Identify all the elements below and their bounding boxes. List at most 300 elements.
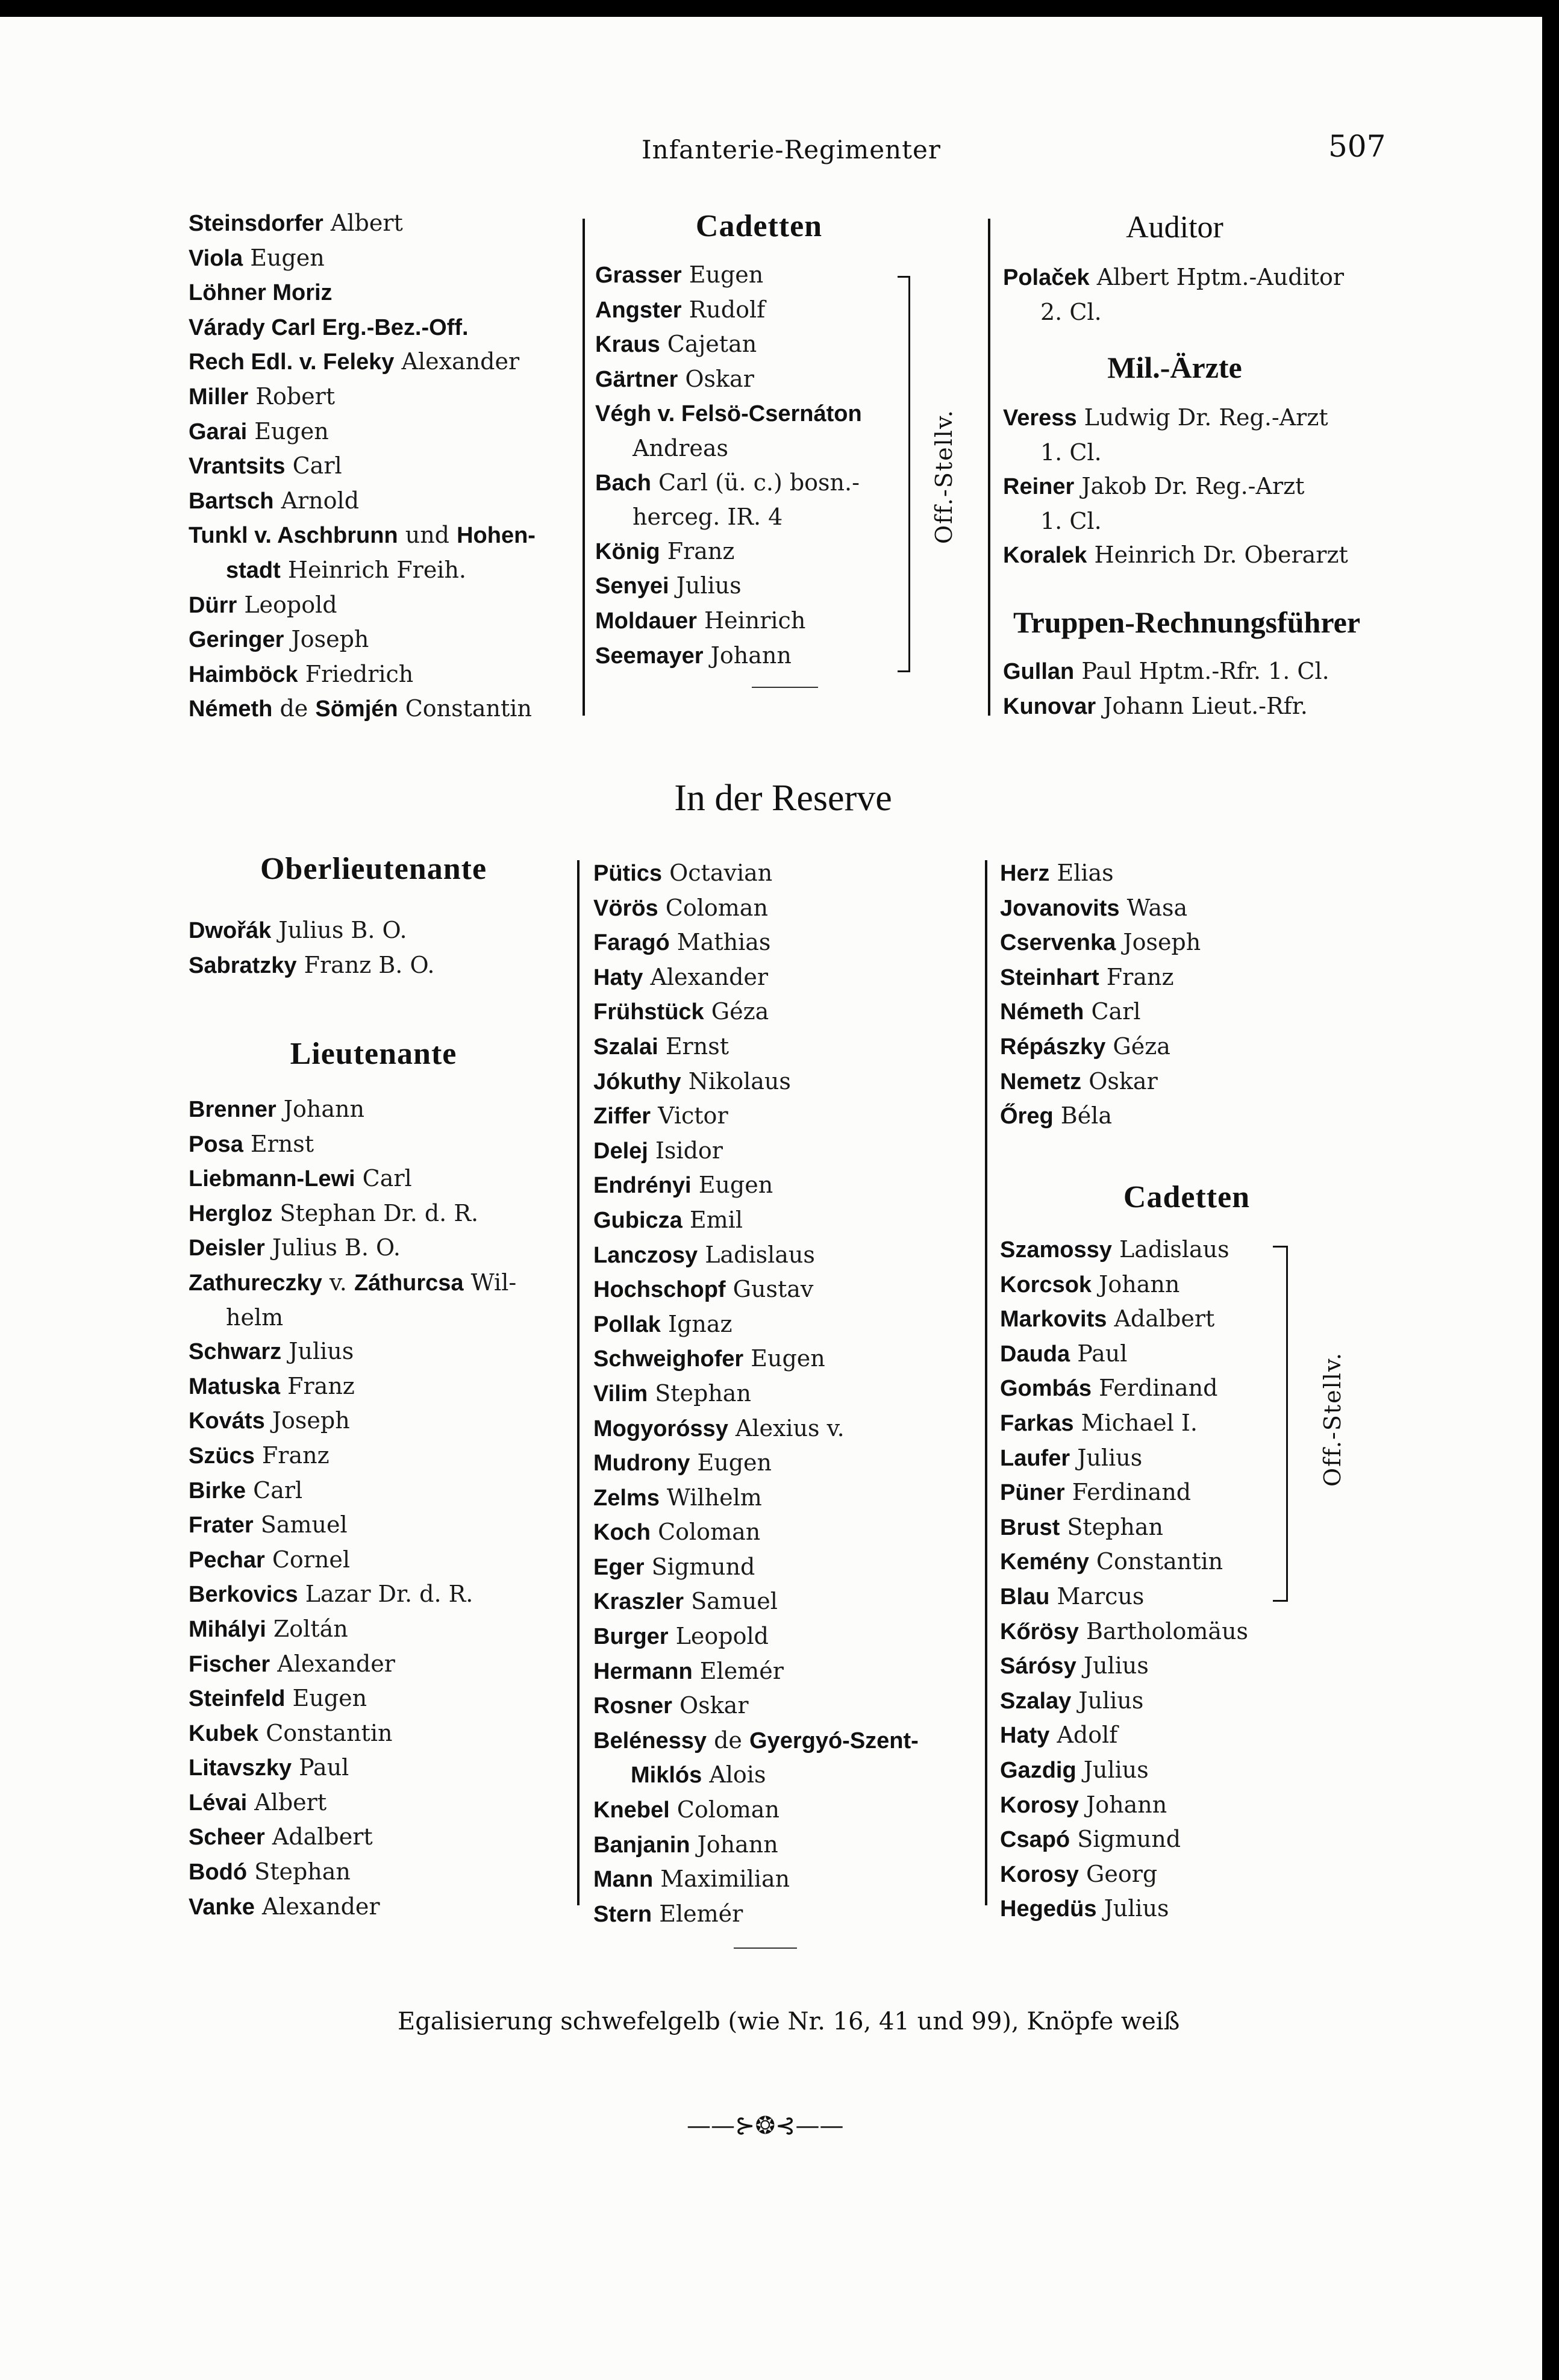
entry-detail: Ignaz — [660, 1310, 733, 1337]
entry-surname: Bartsch — [189, 488, 274, 514]
entry-detail: Constantin — [398, 695, 532, 722]
entry-detail: Franz B. O. — [296, 951, 435, 978]
roster-entry — [189, 622, 536, 657]
roster-entry — [593, 1168, 919, 1203]
roster-entry — [1000, 1406, 1248, 1441]
entry-detail: Robert — [248, 383, 336, 410]
roster-entry — [593, 1307, 919, 1342]
roster-entry — [189, 948, 434, 983]
entry-surname: Endrényi — [593, 1173, 692, 1199]
roster-entry — [189, 1820, 516, 1855]
roster-entry — [593, 1376, 919, 1411]
roster-entry — [595, 396, 862, 431]
entry-detail: Elemér — [652, 1900, 743, 1927]
entry-surname: Kováts — [189, 1408, 265, 1434]
entry-surname: Markovits — [1000, 1307, 1107, 1332]
roster-entry — [593, 1064, 919, 1099]
entry-detail: Albert Hptm.-Auditor — [1089, 264, 1345, 290]
roster-entry — [1000, 1064, 1201, 1099]
entry-surname: Vanke — [189, 1894, 255, 1920]
short-rule-bottom — [734, 1947, 797, 1949]
roster-entry — [1000, 1891, 1248, 1926]
short-rule — [752, 687, 818, 688]
roster-entry — [189, 1231, 516, 1266]
entry-surname: Gombás — [1000, 1376, 1092, 1402]
roster-entry — [189, 1473, 516, 1508]
entry-surname: Liebmann-Lewi — [189, 1166, 355, 1192]
entry-surname: Blau — [1000, 1584, 1050, 1610]
roster-entry — [595, 604, 862, 639]
column-divider-1 — [583, 219, 585, 716]
roster-entry — [189, 379, 536, 414]
entry-surname: Brust — [1000, 1514, 1060, 1540]
entry-surname: Polaček — [1003, 265, 1090, 290]
entry-detail: Carl — [355, 1165, 412, 1192]
entry-detail: Albert — [247, 1788, 327, 1816]
roster-entry — [189, 310, 536, 345]
rechnung-list — [1003, 654, 1329, 723]
entry-surname: Steinsdorfer — [189, 211, 323, 236]
roster-entry — [595, 327, 862, 362]
roster-entry-continuation — [595, 500, 862, 534]
roster-entry — [189, 1647, 516, 1682]
entry-surname: Sárósy — [1000, 1654, 1076, 1679]
entry-detail: Elemér — [692, 1657, 784, 1684]
roster-entry — [593, 1584, 919, 1619]
roster-entry — [595, 569, 862, 604]
roster-entry — [1000, 1475, 1248, 1510]
entry-detail: Franz — [280, 1372, 355, 1399]
roster-entry — [189, 1092, 516, 1127]
entry-detail: Oskar — [672, 1692, 749, 1719]
entry-surname: Burger — [593, 1624, 669, 1650]
entry-surname: Dürr — [189, 592, 237, 618]
entry-surname: Sabratzky — [189, 952, 297, 978]
entry-surname: Kunovar — [1003, 693, 1096, 719]
entry-surname-part: Sömjén — [315, 696, 398, 722]
roster-entry — [593, 1446, 919, 1481]
column-divider-2 — [988, 219, 990, 716]
roster-entry — [189, 1855, 516, 1890]
roster-entry-continuation — [593, 1758, 919, 1793]
entry-detail: Samuel — [683, 1588, 778, 1615]
entry-surname: Cservenka — [1000, 930, 1116, 956]
entry-detail: Constantin — [258, 1719, 393, 1746]
entry-surname: Frühstück — [593, 999, 704, 1025]
oberlieutenante-list — [189, 913, 434, 982]
entry-surname: Steinfeld — [189, 1686, 286, 1712]
roster-entry — [1000, 1788, 1248, 1823]
entry-detail: Elias — [1049, 860, 1114, 886]
roster-entry — [593, 1688, 919, 1723]
entry-detail: Cornel — [264, 1546, 351, 1573]
roster-entry — [189, 1196, 516, 1231]
entry-detail: Stephan — [648, 1379, 751, 1407]
entry-detail: Heinrich — [696, 607, 806, 634]
entry-detail: Ferdinand — [1064, 1479, 1192, 1506]
entry-surname-part: Záthurcsa — [354, 1270, 464, 1296]
roster-entry — [1000, 1099, 1201, 1134]
entry-surname: Lanczosy — [593, 1242, 698, 1268]
entry-surname: Fischer — [189, 1651, 270, 1677]
roster-entry — [595, 466, 862, 501]
oberlieutenante-heading: Oberlieutenante — [260, 852, 487, 886]
roster-entry — [189, 1716, 516, 1751]
entry-surname: Herz — [1000, 861, 1050, 886]
entry-detail: und — [398, 522, 457, 549]
entry-detail: Oskar — [1081, 1067, 1158, 1095]
entry-detail: Eugen — [691, 1172, 773, 1199]
roster-entry — [1003, 401, 1348, 436]
brace-reserve — [1273, 1246, 1288, 1602]
entry-surname: Litavszky — [189, 1755, 292, 1781]
roster-entry — [189, 1508, 516, 1543]
roster-entry — [1000, 1337, 1248, 1372]
entry-surname: Faragó — [593, 930, 670, 956]
entry-detail: Ernst — [243, 1130, 314, 1157]
entry-detail: Heinrich Freih. — [280, 556, 467, 583]
entry-surname: Rosner — [593, 1693, 672, 1719]
roster-entry — [593, 1550, 919, 1585]
entry-detail: Julius B. O. — [264, 1234, 401, 1261]
roster-entry-continuation — [189, 553, 536, 588]
entry-surname: Répászky — [1000, 1034, 1106, 1060]
roster-entry — [593, 856, 919, 891]
entry-detail: Wil- — [463, 1269, 517, 1296]
entry-surname: Veress — [1003, 405, 1077, 431]
entry-surname: Scheer — [189, 1825, 265, 1851]
roster-entry — [1000, 1614, 1248, 1649]
entry-detail: Jakob Dr. Reg.-Arzt — [1074, 473, 1305, 500]
roster-entry — [593, 1272, 919, 1307]
roster-entry — [595, 362, 862, 397]
entry-surname: Hegedüs — [1000, 1896, 1097, 1922]
roster-entry — [1000, 1718, 1248, 1753]
entry-detail: Julius B. O. — [271, 917, 407, 943]
entry-detail: Franz — [660, 537, 735, 564]
entry-surname: Pütics — [593, 861, 663, 886]
entry-detail: Johann Lieut.-Rfr. — [1096, 692, 1308, 719]
reserve-column-3 — [1000, 856, 1201, 1134]
reserve-cadetten-list — [1000, 1232, 1248, 1926]
roster-entry — [1003, 654, 1329, 689]
entry-surname: Kubek — [189, 1720, 259, 1746]
roster-entry — [593, 995, 919, 1029]
roster-entry — [595, 534, 862, 569]
entry-surname: Deisler — [189, 1235, 265, 1261]
running-header: Infanterie-Regimenter — [642, 135, 941, 164]
entry-surname: Korosy — [1000, 1792, 1079, 1818]
column-divider-4 — [985, 860, 987, 1905]
entry-detail: Bartholomäus — [1078, 1617, 1249, 1644]
entry-surname: Hergloz — [189, 1201, 273, 1226]
entry-surname: Schweighofer — [593, 1346, 744, 1372]
roster-entry-continuation — [189, 1301, 516, 1335]
roster-entry — [1000, 1441, 1248, 1476]
entry-detail: Stephan — [1060, 1513, 1164, 1540]
entry-detail: de — [707, 1726, 749, 1754]
entry-detail: Paul — [1070, 1340, 1128, 1367]
roster-entry — [189, 484, 536, 519]
entry-surname: Jókuthy — [593, 1069, 681, 1095]
entry-surname: Gubicza — [593, 1207, 683, 1233]
entry-surname: Németh — [1000, 999, 1084, 1025]
entry-surname: Korcsok — [1000, 1272, 1092, 1298]
top-column-1 — [189, 206, 536, 726]
roster-entry — [189, 1785, 516, 1820]
entry-surname: Pechar — [189, 1547, 265, 1573]
entry-detail: Coloman — [669, 1796, 780, 1823]
entry-surname: Hochschopf — [593, 1277, 726, 1303]
entry-surname: Stern — [593, 1901, 652, 1927]
roster-entry — [189, 1438, 516, 1473]
roster-entry — [189, 913, 434, 948]
entry-detail: helm — [226, 1304, 284, 1331]
roster-entry — [593, 1793, 919, 1828]
entry-surname-part: Hohen- — [457, 523, 536, 549]
entry-surname: Birke — [189, 1478, 246, 1504]
entry-surname: Bach — [595, 470, 651, 496]
roster-entry — [593, 1654, 919, 1689]
reserve-heading: In der Reserve — [674, 778, 892, 819]
entry-surname: Knebel — [593, 1797, 670, 1823]
roster-entry-continuation — [595, 431, 862, 466]
reserve-column-2 — [593, 856, 919, 1931]
entry-surname: Delej — [593, 1138, 648, 1164]
entry-detail: Géza — [1105, 1032, 1170, 1060]
entry-detail: Julius — [281, 1338, 354, 1365]
roster-entry — [593, 1411, 919, 1446]
entry-surname: Korosy — [1000, 1861, 1079, 1887]
entry-detail: Maximilian — [653, 1866, 790, 1893]
roster-entry — [189, 1161, 516, 1196]
roster-entry — [593, 891, 919, 926]
entry-surname: Szalay — [1000, 1688, 1072, 1714]
entry-detail: Paul — [292, 1754, 349, 1781]
roster-entry — [1000, 891, 1201, 926]
page — [0, 17, 1542, 2380]
entry-surname: Zelms — [593, 1485, 660, 1511]
entry-detail: Julius — [1096, 1895, 1169, 1922]
entry-surname-part: stadt — [226, 557, 281, 583]
entry-surname: Angster — [595, 297, 682, 323]
roster-entry — [593, 1828, 919, 1863]
entry-detail: Mathias — [669, 929, 771, 956]
entry-detail: Alexander — [643, 963, 769, 990]
entry-surname: Koralek — [1003, 543, 1087, 569]
roster-entry — [189, 1751, 516, 1785]
entry-surname: Berkovics — [189, 1582, 298, 1608]
roster-entry — [1000, 1579, 1248, 1614]
roster-entry — [189, 1334, 516, 1369]
brace-label-top: Off.-Stellv. — [931, 409, 957, 544]
brace-top — [898, 276, 910, 672]
entry-surname: Haty — [1000, 1723, 1050, 1749]
cadetten-heading-top: Cadetten — [695, 209, 823, 243]
roster-entry — [593, 1862, 919, 1897]
roster-entry — [1003, 469, 1348, 504]
roster-entry — [189, 345, 536, 379]
entry-surname: Németh — [189, 696, 273, 722]
entry-surname: Gullan — [1003, 659, 1075, 684]
aerzte-list — [1003, 401, 1348, 573]
entry-surname-part: Miklós — [631, 1763, 702, 1788]
entry-detail: Julius — [1076, 1652, 1149, 1679]
entry-surname: Bodó — [189, 1860, 248, 1885]
entry-surname: Eger — [593, 1554, 645, 1580]
entry-surname: Senyei — [595, 573, 669, 599]
entry-detail: Coloman — [651, 1519, 761, 1546]
entry-surname: Jovanovits — [1000, 895, 1120, 921]
roster-entry — [189, 275, 536, 310]
entry-detail: Emil — [682, 1206, 743, 1233]
roster-entry — [593, 1481, 919, 1516]
roster-entry — [1003, 260, 1344, 295]
entry-surname: Schwarz — [189, 1339, 282, 1365]
entry-detail: Albert — [323, 210, 403, 236]
roster-entry — [1000, 1753, 1248, 1788]
entry-detail: Samuel — [253, 1511, 348, 1538]
entry-surname: Csapó — [1000, 1827, 1070, 1853]
entry-detail: de — [272, 695, 316, 722]
roster-entry — [1000, 1649, 1248, 1684]
entry-surname: Kőrösy — [1000, 1619, 1079, 1644]
roster-entry — [189, 1577, 516, 1612]
entry-detail: Arnold — [273, 487, 360, 514]
entry-surname: Farkas — [1000, 1410, 1074, 1436]
entry-surname: Frater — [189, 1513, 254, 1538]
entry-surname: Garai — [189, 419, 248, 445]
entry-surname: Kraus — [595, 332, 660, 358]
entry-detail: Isidor — [648, 1137, 723, 1164]
lieutenante-heading: Lieutenante — [290, 1037, 457, 1071]
roster-entry-continuation — [1003, 436, 1348, 470]
entry-surname: Zathureczky — [189, 1270, 322, 1296]
roster-entry — [189, 1404, 516, 1438]
entry-surname: Haty — [593, 964, 643, 990]
entry-surname: Reiner — [1003, 474, 1075, 500]
entry-detail: Stephan Dr. d. R. — [272, 1199, 479, 1226]
entry-surname-part: Gyergyó-Szent- — [749, 1728, 919, 1754]
entry-detail: Leopold — [237, 591, 337, 618]
roster-entry — [595, 293, 862, 328]
entry-surname: Banjanin — [593, 1832, 690, 1858]
entry-surname: Őreg — [1000, 1104, 1054, 1129]
entry-surname: Tunkl v. Aschbrunn — [189, 523, 398, 549]
entry-detail: Joseph — [284, 626, 369, 653]
entry-detail: Friedrich — [298, 660, 414, 687]
entry-detail: Leopold — [668, 1623, 769, 1650]
entry-surname: Mogyoróssy — [593, 1416, 728, 1441]
roster-entry — [189, 414, 536, 449]
roster-entry — [1003, 538, 1348, 573]
entry-detail: Eugen — [743, 1345, 825, 1372]
entry-surname: Vrantsits — [189, 454, 286, 479]
entry-surname: Laufer — [1000, 1445, 1070, 1471]
roster-entry — [1000, 1857, 1248, 1892]
roster-entry-continuation — [1003, 504, 1348, 539]
roster-entry — [1000, 1510, 1248, 1545]
entry-surname: Viola — [189, 245, 243, 271]
roster-entry — [189, 1612, 516, 1647]
entry-detail: Johann — [1092, 1270, 1180, 1298]
roster-entry-continuation — [1003, 295, 1344, 330]
entry-surname: Seemayer — [595, 643, 704, 669]
brace-label-reserve: Off.-Stellv. — [1319, 1352, 1346, 1487]
roster-entry — [189, 1369, 516, 1404]
entry-surname: Mudrony — [593, 1451, 690, 1476]
entry-detail: Alexius v. — [728, 1414, 845, 1441]
entry-detail: Alexander — [270, 1650, 395, 1677]
entry-detail: Lazar Dr. d. R. — [298, 1581, 473, 1608]
roster-entry — [1000, 1029, 1201, 1064]
roster-entry — [189, 206, 536, 241]
entry-surname: Kraszler — [593, 1589, 684, 1615]
entry-detail: Ladislaus — [1111, 1236, 1229, 1263]
roster-entry — [1000, 1684, 1248, 1719]
entry-surname: Kemény — [1000, 1549, 1089, 1575]
roster-entry — [593, 1029, 919, 1064]
entry-detail: v. — [322, 1269, 354, 1296]
entry-surname: Pollak — [593, 1311, 661, 1337]
entry-detail: Julius — [1071, 1687, 1144, 1714]
entry-detail: Paul Hptm.-Rfr. 1. Cl. — [1074, 658, 1329, 684]
entry-detail: Nikolaus — [681, 1067, 791, 1095]
roster-entry — [189, 1127, 516, 1162]
roster-entry — [1000, 1822, 1248, 1857]
entry-surname: Püner — [1000, 1480, 1065, 1506]
entry-surname: Posa — [189, 1131, 243, 1157]
entry-surname: Löhner Moriz — [189, 280, 333, 306]
roster-entry — [595, 639, 862, 673]
roster-entry — [189, 1543, 516, 1578]
entry-surname: Ziffer — [593, 1104, 651, 1129]
roster-entry — [1000, 856, 1201, 891]
entry-detail: Ludwig Dr. Reg.-Arzt — [1076, 404, 1328, 431]
roster-entry — [189, 1890, 516, 1925]
entry-detail: 1. Cl. — [1040, 507, 1102, 534]
auditor-list — [1003, 260, 1344, 329]
entry-detail: Johann — [1078, 1791, 1167, 1818]
entry-detail: 1. Cl. — [1040, 439, 1102, 466]
entry-detail: Constantin — [1089, 1548, 1223, 1575]
entry-detail: Joseph — [264, 1407, 350, 1434]
entry-detail: Sigmund — [1070, 1826, 1181, 1853]
roster-entry — [593, 1723, 919, 1758]
entry-surname: Várady Carl Erg.-Bez.-Off. — [189, 314, 469, 340]
entry-surname: Gärtner — [595, 366, 678, 392]
entry-surname: Moldauer — [595, 608, 697, 634]
roster-entry — [1000, 1232, 1248, 1267]
entry-detail: Johann — [276, 1096, 364, 1122]
entry-surname: Szalai — [593, 1034, 658, 1060]
roster-entry — [189, 449, 536, 484]
roster-entry — [593, 1134, 919, 1169]
rechnung-heading: Truppen-Rechnungsführer — [1013, 605, 1361, 639]
entry-surname: Belénessy — [593, 1728, 707, 1754]
entry-surname: König — [595, 539, 660, 564]
entry-detail: Julius — [1070, 1444, 1143, 1471]
roster-entry — [593, 1897, 919, 1932]
entry-surname: Miller — [189, 384, 249, 410]
entry-detail: Carl — [1084, 998, 1141, 1025]
entry-surname: Végh v. Felsö-Csernáton — [595, 401, 862, 427]
entry-detail: Adalbert — [1107, 1305, 1215, 1332]
roster-entry — [189, 588, 536, 623]
entry-surname: Dwořák — [189, 918, 272, 943]
entry-detail: Sigmund — [644, 1553, 755, 1580]
entry-detail: Béla — [1053, 1102, 1113, 1129]
